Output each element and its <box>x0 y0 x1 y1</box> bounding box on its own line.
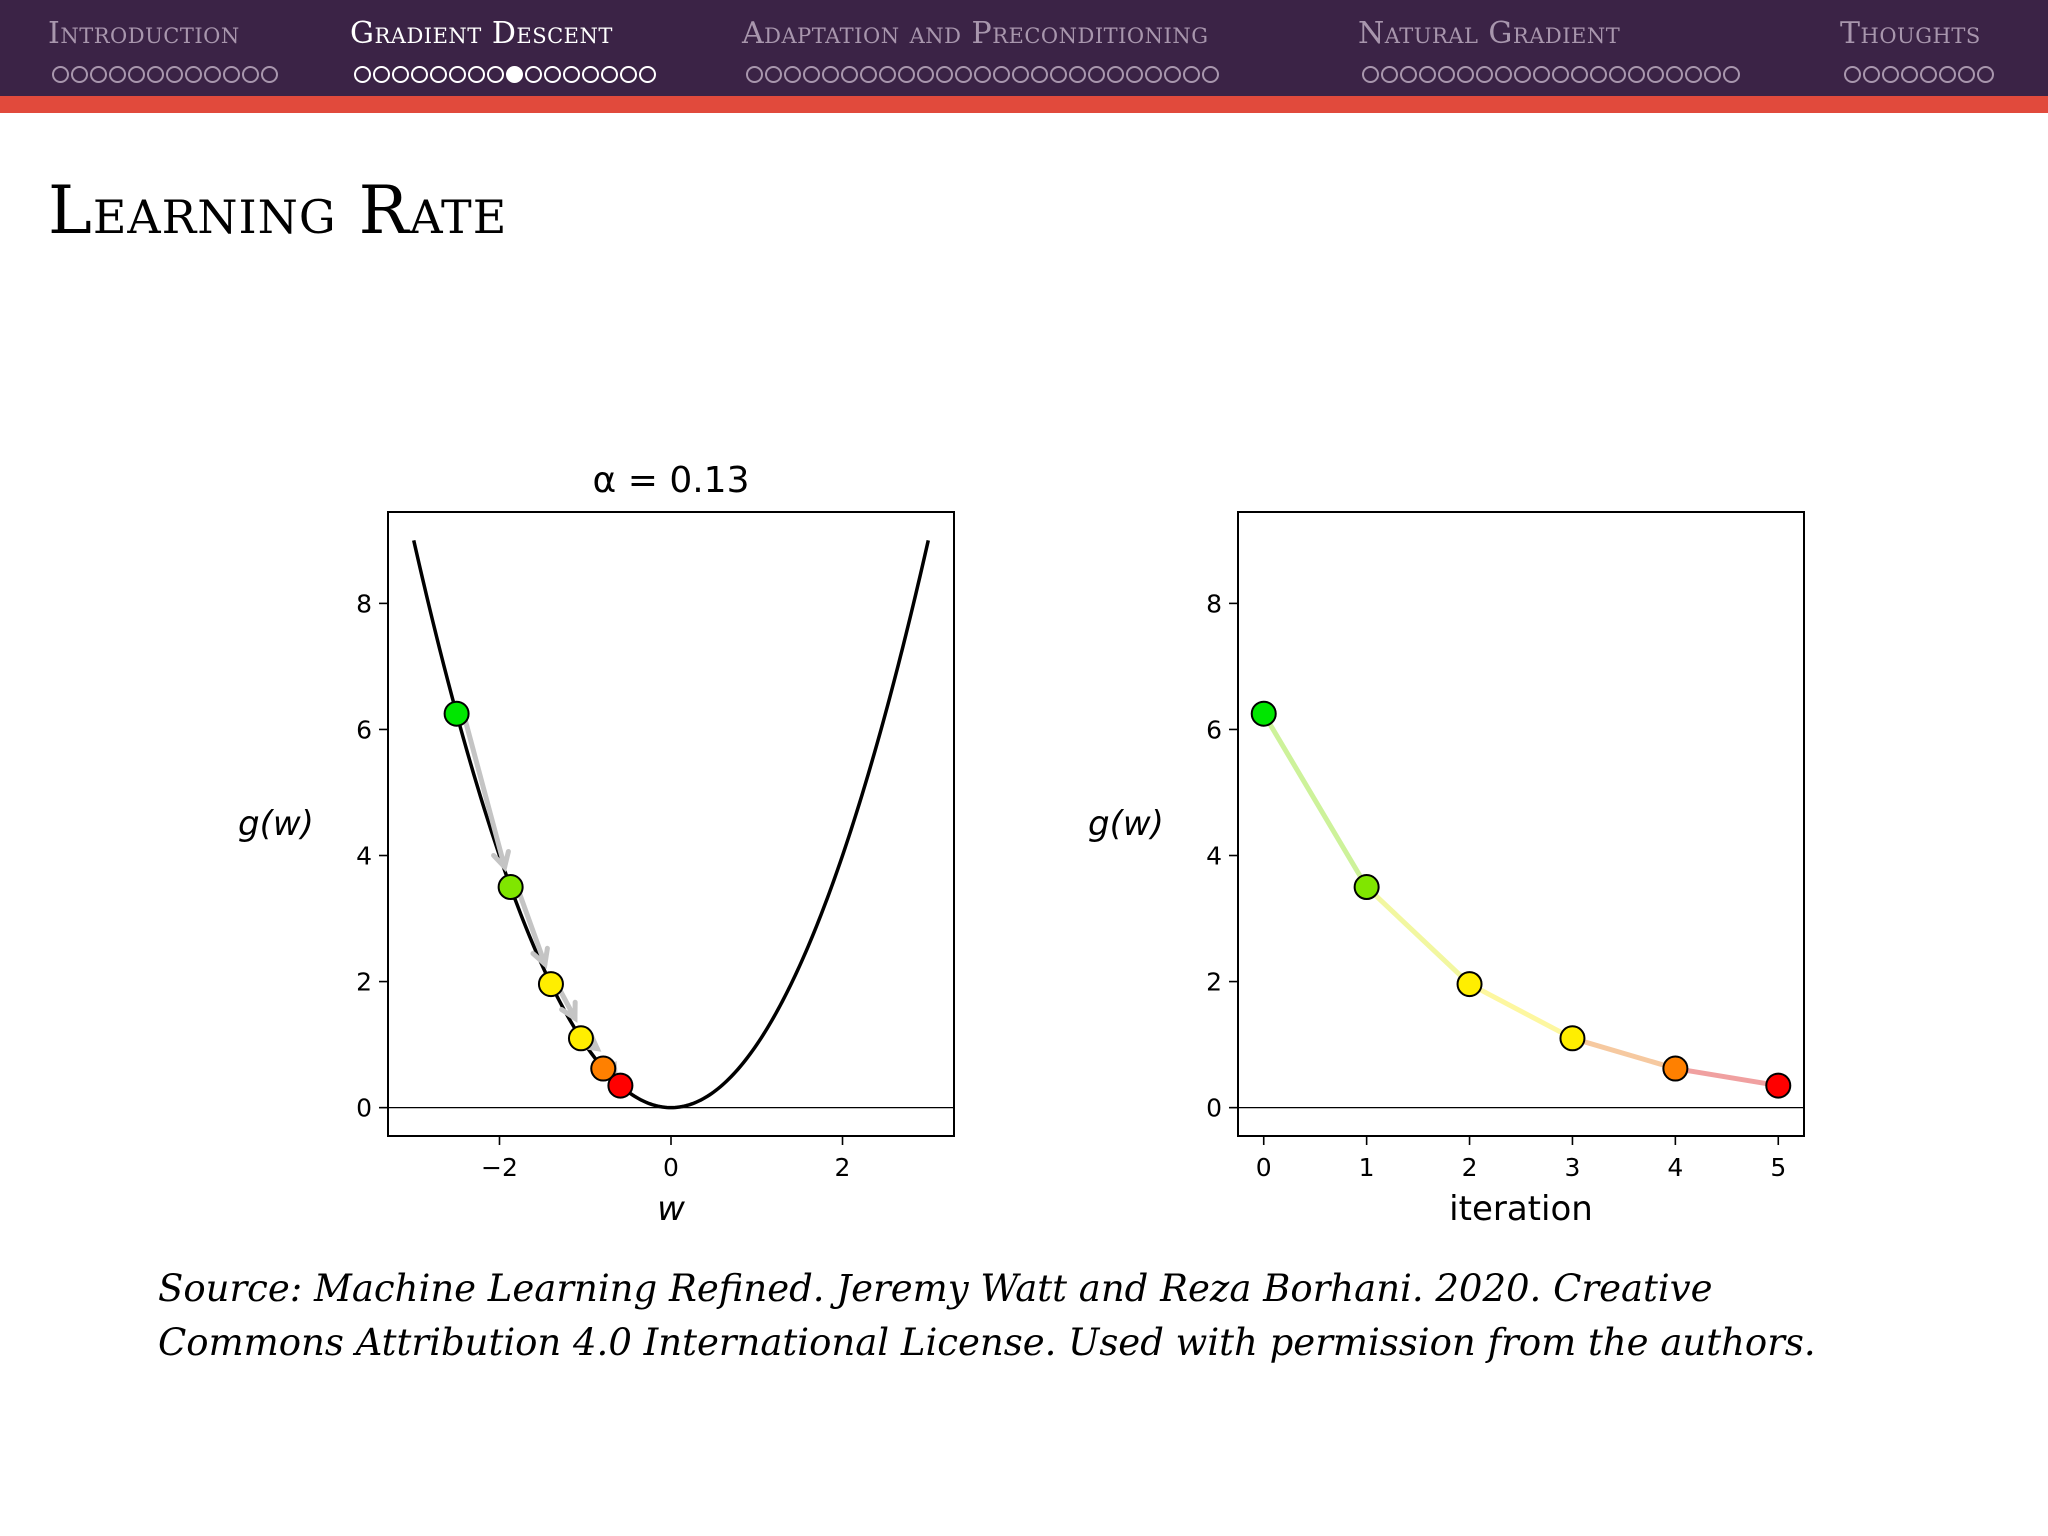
nav-dot[interactable] <box>1457 66 1474 83</box>
y-tick-label: 8 <box>1206 589 1222 619</box>
nav-dot[interactable] <box>563 66 580 83</box>
history-point <box>1663 1057 1687 1081</box>
nav-dot[interactable] <box>1704 66 1721 83</box>
descent-point <box>445 702 469 726</box>
nav-dot[interactable] <box>1088 66 1105 83</box>
nav-dot[interactable] <box>898 66 915 83</box>
descent-point <box>499 875 523 899</box>
nav-dot[interactable] <box>1164 66 1181 83</box>
nav-dot[interactable] <box>128 66 145 83</box>
nav-dot[interactable] <box>223 66 240 83</box>
x-tick-label: 0 <box>1255 1153 1272 1182</box>
nav-dot[interactable] <box>1381 66 1398 83</box>
source-caption: Source: Machine Learning Refined. Jeremy Watt and Reza Borhani. 2020. Creative Commons Attribution 4.0 International License. Used with permission from the authors. <box>158 1267 1816 1364</box>
nav-dot[interactable] <box>746 66 763 83</box>
nav-dot[interactable] <box>1609 66 1626 83</box>
x-tick-label: −2 <box>481 1153 518 1182</box>
descent-step-arrow <box>465 718 505 867</box>
nav-dot[interactable] <box>1977 66 1994 83</box>
nav-dots[interactable] <box>354 66 656 83</box>
nav-dot[interactable] <box>936 66 953 83</box>
nav-dots[interactable] <box>1844 66 1994 83</box>
nav-dot[interactable] <box>860 66 877 83</box>
nav-dot[interactable] <box>1647 66 1664 83</box>
history-segment <box>1367 887 1470 984</box>
nav-dot[interactable] <box>1438 66 1455 83</box>
nav-dot[interactable] <box>765 66 782 83</box>
nav-section-adaptation[interactable] <box>742 16 1208 96</box>
x-tick-label: 2 <box>834 1153 851 1182</box>
nav-dot[interactable] <box>1183 66 1200 83</box>
nav-dot[interactable] <box>601 66 618 83</box>
nav-dot[interactable] <box>582 66 599 83</box>
y-axis-label: g(w) <box>1088 804 1164 844</box>
y-tick-label: 6 <box>1206 715 1222 745</box>
nav-dot[interactable] <box>974 66 991 83</box>
x-tick-label: 3 <box>1564 1153 1581 1182</box>
nav-dot[interactable] <box>373 66 390 83</box>
nav-dot[interactable] <box>1362 66 1379 83</box>
nav-dot[interactable] <box>1495 66 1512 83</box>
nav-dot[interactable] <box>993 66 1010 83</box>
history-segment <box>1675 1069 1778 1086</box>
nav-section-label: Adaptation and Preconditioning <box>742 16 1209 51</box>
history-point <box>1355 875 1379 899</box>
nav-dot[interactable] <box>71 66 88 83</box>
nav-dot[interactable] <box>1882 66 1899 83</box>
nav-dot[interactable] <box>1901 66 1918 83</box>
nav-section-thoughts[interactable] <box>1840 16 1981 96</box>
x-tick-label: 4 <box>1667 1153 1684 1182</box>
nav-dot[interactable] <box>1050 66 1067 83</box>
y-tick-label: 4 <box>1206 841 1222 871</box>
x-axis-label: w <box>657 1189 685 1229</box>
y-tick-label: 6 <box>356 715 372 745</box>
slide-title: Learning Rate <box>48 172 508 249</box>
nav-dot[interactable] <box>1069 66 1086 83</box>
nav-dot[interactable] <box>784 66 801 83</box>
nav-dot[interactable] <box>1666 66 1683 83</box>
x-tick-label: 0 <box>663 1153 679 1182</box>
plot-frame <box>1238 512 1804 1136</box>
nav-dot[interactable] <box>506 66 523 83</box>
nav-dot[interactable] <box>803 66 820 83</box>
nav-section-label: Introduction <box>48 16 240 51</box>
nav-dot[interactable] <box>1844 66 1861 83</box>
history-point <box>1560 1026 1584 1050</box>
nav-dot[interactable] <box>1012 66 1029 83</box>
nav-dot[interactable] <box>449 66 466 83</box>
nav-dot[interactable] <box>544 66 561 83</box>
loss-curve-chart <box>220 450 980 1240</box>
nav-dot[interactable] <box>1107 66 1124 83</box>
nav-dot[interactable] <box>879 66 896 83</box>
nav-dot[interactable] <box>1685 66 1702 83</box>
nav-dot[interactable] <box>639 66 656 83</box>
loss-history-chart <box>1070 450 1830 1240</box>
nav-dot[interactable] <box>468 66 485 83</box>
nav-dot[interactable] <box>1723 66 1740 83</box>
nav-dot[interactable] <box>204 66 221 83</box>
nav-dot[interactable] <box>1571 66 1588 83</box>
y-tick-label: 4 <box>356 841 372 871</box>
nav-dot[interactable] <box>1400 66 1417 83</box>
nav-dot[interactable] <box>147 66 164 83</box>
plot-frame <box>388 512 954 1136</box>
history-point <box>1252 702 1276 726</box>
nav-dot[interactable] <box>1419 66 1436 83</box>
nav-dot[interactable] <box>917 66 934 83</box>
nav-dot[interactable] <box>841 66 858 83</box>
nav-dots[interactable] <box>746 66 1219 83</box>
nav-dot[interactable] <box>525 66 542 83</box>
nav-dot[interactable] <box>354 66 371 83</box>
nav-dot[interactable] <box>392 66 409 83</box>
nav-dot[interactable] <box>242 66 259 83</box>
nav-dot[interactable] <box>620 66 637 83</box>
history-segment <box>1572 1038 1675 1068</box>
nav-dot[interactable] <box>1939 66 1956 83</box>
x-tick-label: 2 <box>1461 1153 1478 1182</box>
nav-dot[interactable] <box>109 66 126 83</box>
y-tick-label: 2 <box>1206 967 1222 997</box>
nav-dot[interactable] <box>1533 66 1550 83</box>
nav-section-label: Thoughts <box>1840 16 1981 51</box>
y-tick-label: 0 <box>356 1093 372 1123</box>
descent-point <box>569 1026 593 1050</box>
nav-dot[interactable] <box>1031 66 1048 83</box>
history-point <box>1458 972 1482 996</box>
nav-dot[interactable] <box>1145 66 1162 83</box>
x-tick-label: 5 <box>1770 1153 1787 1182</box>
nav-dot[interactable] <box>1628 66 1645 83</box>
descent-point <box>539 972 563 996</box>
nav-dots[interactable] <box>1362 66 1740 83</box>
nav-dot[interactable] <box>185 66 202 83</box>
nav-section-label: Gradient Descent <box>350 16 613 51</box>
nav-dot[interactable] <box>52 66 69 83</box>
y-tick-label: 8 <box>356 589 372 619</box>
history-segment <box>1470 984 1573 1038</box>
nav-dot[interactable] <box>955 66 972 83</box>
nav-dot[interactable] <box>430 66 447 83</box>
nav-dot[interactable] <box>1126 66 1143 83</box>
history-point <box>1766 1074 1790 1098</box>
nav-section-label: Natural Gradient <box>1358 16 1621 51</box>
nav-section-introduction[interactable] <box>48 16 240 96</box>
nav-dot[interactable] <box>166 66 183 83</box>
nav-dot[interactable] <box>1958 66 1975 83</box>
y-tick-label: 0 <box>1206 1093 1222 1123</box>
chart-title: α = 0.13 <box>592 460 750 501</box>
y-axis-label: g(w) <box>238 804 314 844</box>
nav-dots[interactable] <box>52 66 278 83</box>
header-accent-bar <box>0 96 2048 113</box>
nav-dot[interactable] <box>1202 66 1219 83</box>
nav-dot[interactable] <box>1590 66 1607 83</box>
nav-dot[interactable] <box>1552 66 1569 83</box>
nav-dot[interactable] <box>1863 66 1880 83</box>
nav-dot[interactable] <box>487 66 504 83</box>
nav-dot[interactable] <box>261 66 278 83</box>
nav-dot[interactable] <box>1514 66 1531 83</box>
nav-dot[interactable] <box>1476 66 1493 83</box>
nav-section-natural-gradient[interactable] <box>1358 16 1620 96</box>
nav-dot[interactable] <box>822 66 839 83</box>
history-segment <box>1264 714 1367 887</box>
x-tick-label: 1 <box>1358 1153 1375 1182</box>
nav-section-gradient-descent[interactable] <box>350 16 613 96</box>
descent-point <box>608 1074 632 1098</box>
nav-dot[interactable] <box>90 66 107 83</box>
nav-dot[interactable] <box>411 66 428 83</box>
y-tick-label: 2 <box>356 967 372 997</box>
x-axis-label: iteration <box>1449 1189 1593 1229</box>
nav-dot[interactable] <box>1920 66 1937 83</box>
